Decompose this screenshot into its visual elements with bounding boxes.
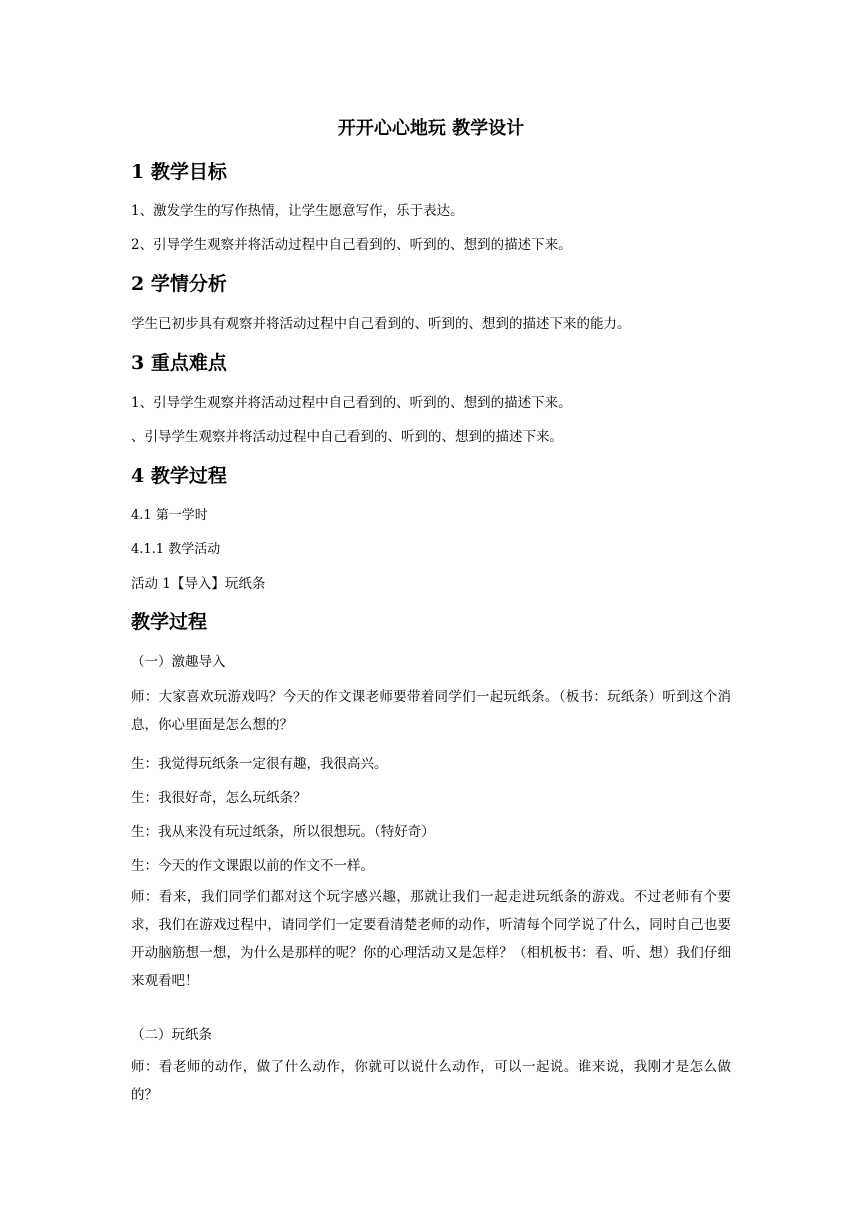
teacher-line-2: 师：看来，我们同学们都对这个玩字感兴趣，那就让我们一起走进玩纸条的游戏。不过老师有个要求，我们在游戏过程中，请同学们一定要看清楚老师的动作，听清每个同学说了什么，同时自己也要开动脑筋想一想，为什么是那样的呢？你的心理活动又是怎样？（相机板书：看、听、想）我们仔细来观看吧！ bbox=[131, 889, 731, 989]
section-heading-process: 4 教学过程 bbox=[131, 465, 227, 487]
section-heading-analysis: 2 学情分析 bbox=[131, 273, 227, 295]
analysis-paragraph: 学生已初步具有观察并将活动过程中自己看到的、听到的、想到的描述下来的能力。 bbox=[131, 316, 631, 332]
activity-title: 活动 1【导入】玩纸条 bbox=[131, 576, 266, 592]
document-title: 开开心心地玩 教学设计 bbox=[337, 118, 525, 139]
subsection-teaching-activity: 4.1.1 教学活动 bbox=[131, 542, 221, 557]
student-line-2: 生：我很好奇，怎么玩纸条？ bbox=[131, 790, 307, 806]
section-heading-teaching-process: 教学过程 bbox=[131, 611, 208, 633]
objective-1: 1、激发学生的写作热情，让学生愿意写作，乐于表达。 bbox=[131, 203, 464, 219]
student-line-3: 生：我从来没有玩过纸条，所以很想玩。（特好奇） bbox=[131, 824, 435, 840]
student-line-1: 生：我觉得玩纸条一定很有趣，我很高兴。 bbox=[131, 756, 388, 772]
subsection-first-lesson: 4.1 第一学时 bbox=[131, 508, 208, 523]
student-line-4: 生：今天的作文课跟以前的作文不一样。 bbox=[131, 858, 374, 874]
teacher-line-1: 师：大家喜欢玩游戏吗？今天的作文课老师要带着同学们一起玩纸条。（板书：玩纸条）听到这个消息，你心里面是怎么想的？ bbox=[131, 689, 731, 733]
step-heading-play: （二）玩纸条 bbox=[131, 1027, 212, 1043]
key-point-1: 1、引导学生观察并将活动过程中自己看到的、听到的、想到的描述下来。 bbox=[131, 395, 572, 411]
key-point-2: 、引导学生观察并将活动过程中自己看到的、听到的、想到的描述下来。 bbox=[131, 429, 563, 445]
section-heading-key-points: 3 重点难点 bbox=[131, 352, 227, 374]
section-heading-objectives: 1 教学目标 bbox=[131, 161, 227, 183]
objective-2: 2、引导学生观察并将活动过程中自己看到的、听到的、想到的描述下来。 bbox=[131, 237, 572, 253]
step-heading-intro: （一）激趣导入 bbox=[131, 654, 226, 670]
teacher-line-3: 师：看老师的动作，做了什么动作，你就可以说什么动作，可以一起说。谁来说，我刚才是怎么做的？ bbox=[131, 1059, 731, 1103]
